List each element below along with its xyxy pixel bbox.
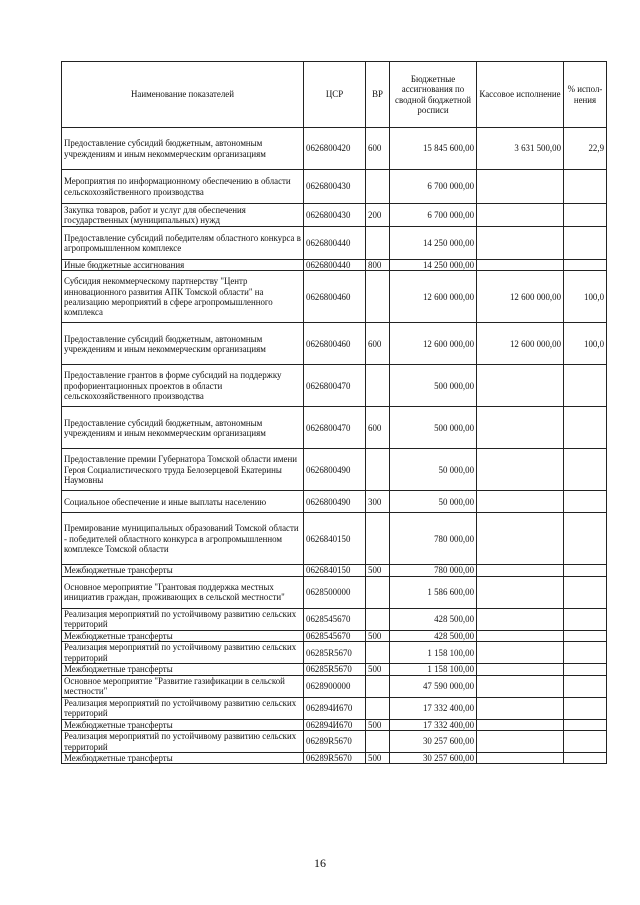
cell-cash bbox=[477, 565, 564, 576]
table-row bbox=[62, 642, 607, 664]
table-row bbox=[62, 513, 607, 565]
cell-percent bbox=[564, 731, 607, 753]
table-row bbox=[62, 697, 607, 719]
cell-name: Межбюджетные трансферты bbox=[62, 719, 304, 730]
cell-percent bbox=[564, 170, 607, 204]
cell-csr: 06289R5670 bbox=[304, 731, 366, 753]
cell-cash bbox=[477, 576, 564, 608]
cell-vr: 600 bbox=[366, 323, 390, 365]
cell-percent bbox=[564, 491, 607, 513]
cell-budget: 30 257 600,00 bbox=[390, 753, 477, 764]
table-row bbox=[62, 753, 607, 764]
header-percent: % испол-нения bbox=[564, 62, 607, 128]
cell-budget: 14 250 000,00 bbox=[390, 260, 477, 271]
cell-budget: 500 000,00 bbox=[390, 365, 477, 407]
table-row bbox=[62, 675, 607, 697]
cell-budget: 1 158 100,00 bbox=[390, 664, 477, 675]
cell-vr bbox=[366, 365, 390, 407]
table-row bbox=[62, 365, 607, 407]
cell-budget: 6 700 000,00 bbox=[390, 170, 477, 204]
cell-name: Субсидия некоммерческому партнерству "Центр инновационного развития АПК Томской области" на реализацию мероприятий в сфере агропромышленного комплекса bbox=[62, 271, 304, 323]
cell-percent bbox=[564, 675, 607, 697]
cell-vr: 500 bbox=[366, 719, 390, 730]
cell-name: Предоставление субсидий бюджетным, автономным учреждениям и иным некоммерческим организациям bbox=[62, 407, 304, 449]
cell-vr bbox=[366, 576, 390, 608]
cell-csr: 0626800460 bbox=[304, 323, 366, 365]
table-row bbox=[62, 323, 607, 365]
cell-name: Межбюджетные трансферты bbox=[62, 664, 304, 675]
table-row bbox=[62, 449, 607, 491]
table-row bbox=[62, 731, 607, 753]
cell-csr: 0628545670 bbox=[304, 608, 366, 630]
header-name: Наименование показателей bbox=[62, 62, 304, 128]
cell-cash: 12 600 000,00 bbox=[477, 271, 564, 323]
cell-csr: 0626800440 bbox=[304, 260, 366, 271]
cell-name: Предоставление субсидий бюджетным, автономным учреждениям и иным некоммерческим организациям bbox=[62, 323, 304, 365]
page-number: 16 bbox=[314, 856, 326, 870]
cell-vr: 600 bbox=[366, 407, 390, 449]
cell-vr: 200 bbox=[366, 204, 390, 227]
cell-percent bbox=[564, 630, 607, 641]
cell-cash bbox=[477, 365, 564, 407]
cell-percent bbox=[564, 449, 607, 491]
cell-percent bbox=[564, 697, 607, 719]
table-row bbox=[62, 664, 607, 675]
cell-name: Премирование муниципальных образований Томской области - победителей областного конкурса в агропромышленном комплексе Томской области bbox=[62, 513, 304, 565]
cell-name: Реализация мероприятий по устойчивому развитию сельских территорий bbox=[62, 608, 304, 630]
cell-cash bbox=[477, 260, 564, 271]
cell-budget: 780 000,00 bbox=[390, 565, 477, 576]
cell-csr: 0626840150 bbox=[304, 513, 366, 565]
cell-percent bbox=[564, 753, 607, 764]
cell-csr: 0626800490 bbox=[304, 449, 366, 491]
cell-budget: 780 000,00 bbox=[390, 513, 477, 565]
table-row bbox=[62, 260, 607, 271]
cell-name: Закупка товаров, работ и услуг для обеспечения государственных (муниципальных) нужд bbox=[62, 204, 304, 227]
cell-cash bbox=[477, 407, 564, 449]
cell-budget: 17 332 400,00 bbox=[390, 719, 477, 730]
cell-cash bbox=[477, 204, 564, 227]
cell-budget: 428 500,00 bbox=[390, 630, 477, 641]
cell-name: Предоставление грантов в форме субсидий на поддержку профориентационных проектов в области сельскохозяйственного производства bbox=[62, 365, 304, 407]
cell-name: Иные бюджетные ассигнования bbox=[62, 260, 304, 271]
table-row bbox=[62, 576, 607, 608]
cell-cash bbox=[477, 642, 564, 664]
cell-vr: 500 bbox=[366, 565, 390, 576]
cell-csr: 0628900000 bbox=[304, 675, 366, 697]
cell-csr: 06289R5670 bbox=[304, 753, 366, 764]
cell-name: Предоставление премии Губернатора Томской области имени Героя Социалистического труда Белозерцевой Екатерины Наумовны bbox=[62, 449, 304, 491]
cell-vr: 300 bbox=[366, 491, 390, 513]
cell-cash bbox=[477, 731, 564, 753]
cell-csr: 0626800440 bbox=[304, 227, 366, 260]
cell-name: Основное мероприятие "Грантовая поддержка местных инициатив граждан, проживающих в сельской местности" bbox=[62, 576, 304, 608]
cell-budget: 17 332 400,00 bbox=[390, 697, 477, 719]
cell-csr: 06285R5670 bbox=[304, 664, 366, 675]
cell-name: Основное мероприятие "Развитие газификации в сельской местности" bbox=[62, 675, 304, 697]
cell-name: Предоставление субсидий победителям областного конкурса в агропромышленном комплексе bbox=[62, 227, 304, 260]
cell-cash bbox=[477, 513, 564, 565]
cell-vr: 500 bbox=[366, 753, 390, 764]
cell-name: Межбюджетные трансферты bbox=[62, 630, 304, 641]
cell-csr: 0626800430 bbox=[304, 170, 366, 204]
cell-percent: 100,0 bbox=[564, 271, 607, 323]
cell-csr: 06285R5670 bbox=[304, 642, 366, 664]
cell-cash bbox=[477, 753, 564, 764]
cell-csr: 0626800420 bbox=[304, 128, 366, 170]
cell-vr bbox=[366, 642, 390, 664]
cell-percent bbox=[564, 608, 607, 630]
cell-vr bbox=[366, 675, 390, 697]
cell-cash bbox=[477, 449, 564, 491]
cell-csr: 0626840150 bbox=[304, 565, 366, 576]
cell-cash bbox=[477, 491, 564, 513]
cell-vr bbox=[366, 608, 390, 630]
cell-cash: 12 600 000,00 bbox=[477, 323, 564, 365]
header-budget: Бюджетные ассигнования по сводной бюджетной росписи bbox=[390, 62, 477, 128]
cell-budget: 12 600 000,00 bbox=[390, 271, 477, 323]
cell-csr: 0628500000 bbox=[304, 576, 366, 608]
cell-csr: 062894И670 bbox=[304, 719, 366, 730]
cell-vr bbox=[366, 271, 390, 323]
cell-budget: 47 590 000,00 bbox=[390, 675, 477, 697]
cell-csr: 0626800490 bbox=[304, 491, 366, 513]
cell-name: Социальное обеспечение и иные выплаты населению bbox=[62, 491, 304, 513]
cell-percent: 100,0 bbox=[564, 323, 607, 365]
cell-budget: 1 586 600,00 bbox=[390, 576, 477, 608]
cell-budget: 50 000,00 bbox=[390, 449, 477, 491]
cell-vr: 800 bbox=[366, 260, 390, 271]
cell-cash: 3 631 500,00 bbox=[477, 128, 564, 170]
cell-budget: 1 158 100,00 bbox=[390, 642, 477, 664]
cell-csr: 062894И670 bbox=[304, 697, 366, 719]
cell-csr: 0626800470 bbox=[304, 407, 366, 449]
cell-csr: 0626800430 bbox=[304, 204, 366, 227]
cell-percent bbox=[564, 642, 607, 664]
cell-vr bbox=[366, 170, 390, 204]
header-vr: ВР bbox=[366, 62, 390, 128]
cell-vr bbox=[366, 697, 390, 719]
cell-cash bbox=[477, 675, 564, 697]
cell-vr bbox=[366, 227, 390, 260]
cell-cash bbox=[477, 719, 564, 730]
cell-percent bbox=[564, 565, 607, 576]
cell-vr: 500 bbox=[366, 664, 390, 675]
table-row bbox=[62, 491, 607, 513]
cell-budget: 428 500,00 bbox=[390, 608, 477, 630]
table-row bbox=[62, 630, 607, 641]
cell-vr bbox=[366, 513, 390, 565]
cell-cash bbox=[477, 630, 564, 641]
table-body bbox=[62, 128, 607, 764]
cell-vr bbox=[366, 731, 390, 753]
cell-cash bbox=[477, 664, 564, 675]
cell-budget: 50 000,00 bbox=[390, 491, 477, 513]
cell-percent bbox=[564, 227, 607, 260]
cell-percent bbox=[564, 407, 607, 449]
cell-cash bbox=[477, 697, 564, 719]
table-row bbox=[62, 608, 607, 630]
cell-name: Реализация мероприятий по устойчивому развитию сельских территорий bbox=[62, 731, 304, 753]
cell-name: Межбюджетные трансферты bbox=[62, 753, 304, 764]
cell-percent bbox=[564, 576, 607, 608]
cell-csr: 0628545670 bbox=[304, 630, 366, 641]
cell-cash bbox=[477, 608, 564, 630]
cell-csr: 0626800470 bbox=[304, 365, 366, 407]
cell-csr: 0626800460 bbox=[304, 271, 366, 323]
cell-budget: 30 257 600,00 bbox=[390, 731, 477, 753]
table-row bbox=[62, 227, 607, 260]
cell-name: Межбюджетные трансферты bbox=[62, 565, 304, 576]
table-row bbox=[62, 170, 607, 204]
table-row bbox=[62, 719, 607, 730]
cell-budget: 6 700 000,00 bbox=[390, 204, 477, 227]
table-header-row bbox=[62, 62, 607, 128]
cell-vr: 500 bbox=[366, 630, 390, 641]
cell-cash bbox=[477, 227, 564, 260]
cell-budget: 15 845 600,00 bbox=[390, 128, 477, 170]
cell-percent bbox=[564, 719, 607, 730]
cell-vr bbox=[366, 449, 390, 491]
table-row bbox=[62, 271, 607, 323]
cell-percent bbox=[564, 513, 607, 565]
cell-cash bbox=[477, 170, 564, 204]
header-csr: ЦСР bbox=[304, 62, 366, 128]
table-row bbox=[62, 407, 607, 449]
table-row bbox=[62, 128, 607, 170]
header-cash: Кассовое исполнение bbox=[477, 62, 564, 128]
cell-name: Предоставление субсидий бюджетным, автономным учреждениям и иным некоммерческим организациям bbox=[62, 128, 304, 170]
cell-budget: 14 250 000,00 bbox=[390, 227, 477, 260]
table-row bbox=[62, 565, 607, 576]
cell-vr: 600 bbox=[366, 128, 390, 170]
table-row bbox=[62, 204, 607, 227]
cell-percent bbox=[564, 365, 607, 407]
cell-percent: 22,9 bbox=[564, 128, 607, 170]
cell-percent bbox=[564, 664, 607, 675]
cell-percent bbox=[564, 204, 607, 227]
cell-name: Мероприятия по информационному обеспечению в области сельскохозяйственного производства bbox=[62, 170, 304, 204]
cell-percent bbox=[564, 260, 607, 271]
budget-table bbox=[61, 61, 607, 764]
cell-budget: 12 600 000,00 bbox=[390, 323, 477, 365]
cell-budget: 500 000,00 bbox=[390, 407, 477, 449]
cell-name: Реализация мероприятий по устойчивому развитию сельских территорий bbox=[62, 642, 304, 664]
cell-name: Реализация мероприятий по устойчивому развитию сельских территорий bbox=[62, 697, 304, 719]
